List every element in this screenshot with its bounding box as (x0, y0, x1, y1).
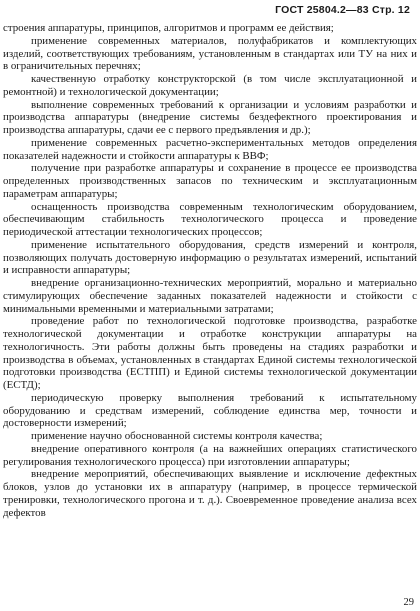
paragraph: применение современных расчетно-экспериментальных методов определения показателей надежности и стойкости аппаратуры к ВВФ; (3, 136, 417, 162)
paragraph: оснащенность производства современным технологическим оборудованием, обеспечивающим стабильность технологического процесса и проведение периодической аттестации технологических процессов; (3, 200, 417, 238)
paragraph: периодическую проверку выполнения требований к испытательному оборудованию и средствам измерений, соблюдение единства мер, точности и достоверности измерений; (3, 391, 417, 430)
paragraph: выполнение современных требований к организации и условиям разработки и производства аппаратуры (внедрение системы бездефектного проектирования и производства аппаратуры, сдачи ее с первого предъявления и др.); (3, 98, 417, 136)
paragraph: строения аппаратуры, принципов, алгоритмов и программ ее действия; (3, 22, 334, 34)
paragraph: качественную отработку конструкторской (в том числе эксплуатационной и ремонтной) и технологической документации; (3, 73, 417, 98)
paragraph: внедрение организационно-технических мероприятий, морально и материально стимулирующих обеспечение заданных показателей надежности и стойкости с минимальными временными и материальными затратами; (3, 277, 417, 315)
page-header: ГОСТ 25804.2—83 Стр. 12 (275, 4, 410, 16)
paragraph: внедрение мероприятий, обеспечивающих выявление и исключение дефектных блоков, узлов до установки их в аппаратуру (например, в процессе термической тренировки, технологического прогона и т. д.). Своевременное проведение анализа всех дефектов (3, 468, 417, 519)
paragraph: внедрение оперативного контроля (а на важнейших операциях статистического регулирования технологического процесса) при изготовлении аппаратуры; (3, 442, 417, 468)
paragraph: проведение работ по технологической подготовке производства, разработке технологической документации и отработке конструкции аппаратуры на технологичность. Эти работы должны быть проведены на стадиях разработки и производства в объемах, установленных в стандартах Единой системы технологической подготовки производства (ЕСТПП) и Единой системы технологической документации (ЕСТД); (3, 315, 417, 391)
paragraph: применение научно обоснованной системы контроля качества; (31, 430, 323, 442)
body-text (3, 22, 417, 519)
paragraph: применение современных материалов, полуфабрикатов и комплектующих изделий, соответствующих требованиям, установленным в стандартах или ТУ на них и в ограничительных перечнях; (3, 34, 417, 73)
page-number: 29 (403, 597, 414, 608)
paragraph: получение при разработке аппаратуры и сохранение в процессе ее производства определенных производственных запасов по техническим и эксплуатационным параметрам аппаратуры; (3, 162, 417, 200)
paragraph: применение испытательного оборудования, средств измерений и контроля, позволяющих получать достоверную информацию о результатах измерений, испытаний и исправности аппаратуры; (3, 238, 417, 277)
